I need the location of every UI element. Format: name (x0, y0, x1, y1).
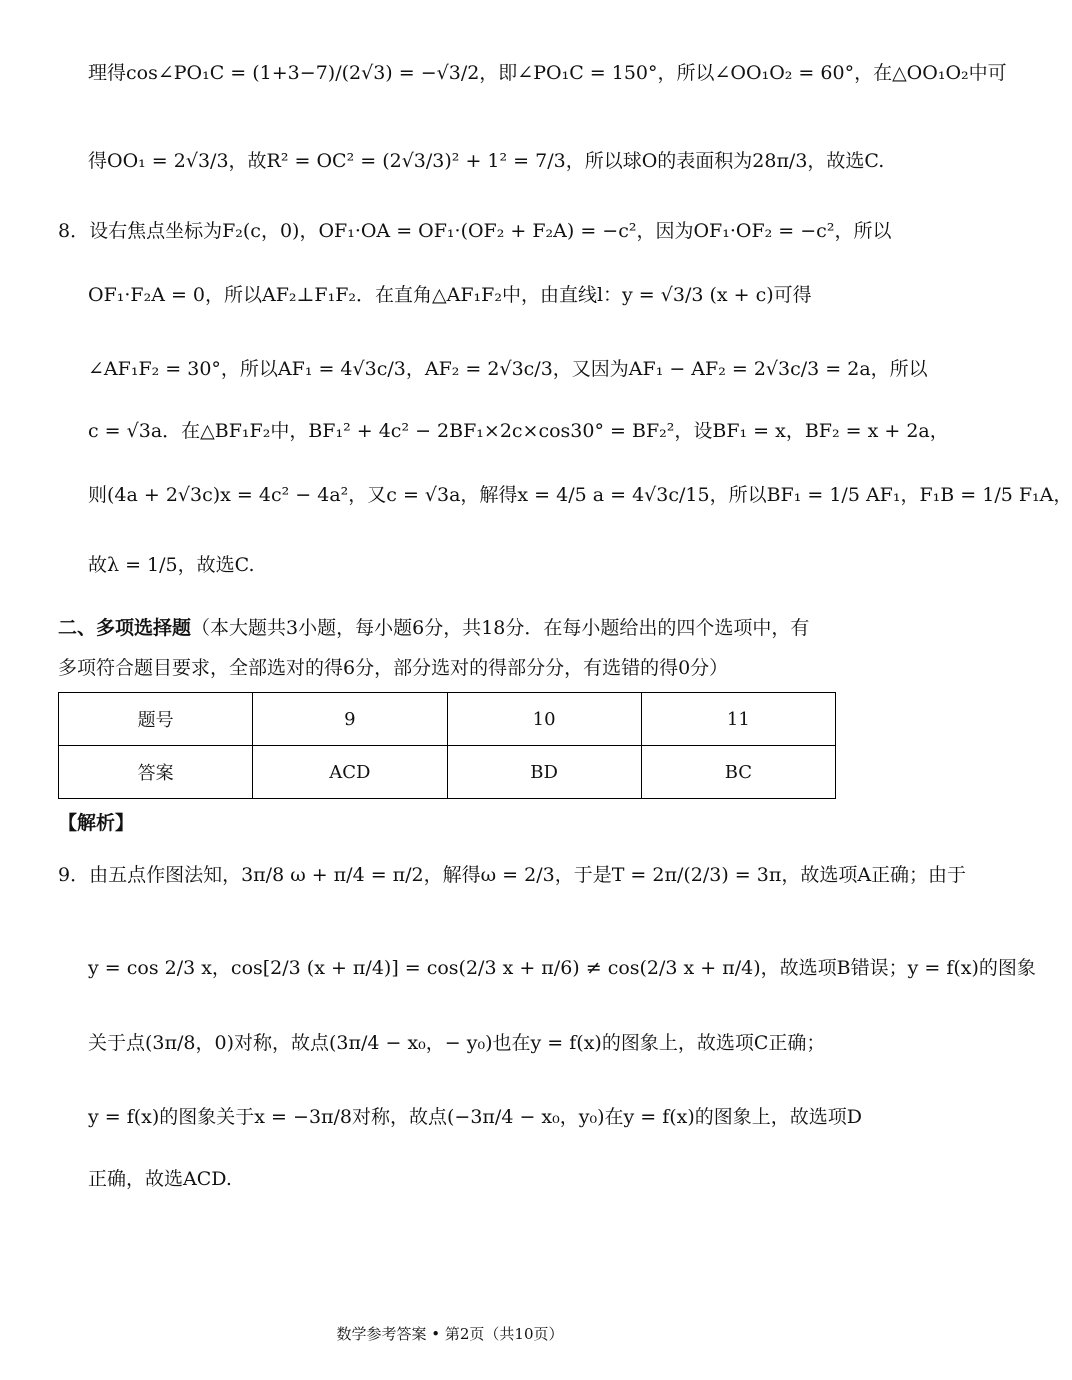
table-row (59, 746, 836, 799)
solution-line: y = f(x)的图象关于x = −3π/8对称，故点(−3π/4 − x₀，y₀)在y = f(x)的图象上，故选项D (88, 1106, 863, 1128)
section-desc-cont: 多项符合题目要求，全部选对的得6分，部分选对的得部分分，有选错的得0分） (58, 657, 729, 679)
table-cell: ACD (253, 746, 447, 799)
solution-line: OF₁·F₂A = 0，所以AF₂⊥F₁F₂．在直角△AF₁F₂中，由直线l：y = √3/3 (x + c)可得 (88, 284, 812, 306)
table-row (59, 693, 836, 746)
table-cell: 10 (447, 693, 641, 746)
solution-line: 则(4a + 2√3c)x = 4c² − 4a²，又c = √3a，解得x = 4/5 a = 4√3c/15，所以BF₁ = 1/5 AF₁，F₁B = 1/5 F₁A， (88, 484, 1072, 506)
answer-table (58, 692, 836, 799)
table-cell: BC (641, 746, 835, 799)
solution-line: 关于点(3π/8，0)对称，故点(3π/4 − x₀，− y₀)也在y = f(x)的图象上，故选项C正确； (88, 1032, 826, 1054)
solution-line: 正确，故选ACD. (88, 1168, 232, 1190)
solution-line: 8．设右焦点坐标为F₂(c，0)，OF₁·OA = OF₁·(OF₂ + F₂A) = −c²，因为OF₁·OF₂ = −c²，所以 (58, 220, 892, 242)
table-cell: 11 (641, 693, 835, 746)
table-cell: BD (447, 746, 641, 799)
section-desc: （本大题共3小题，每小题6分，共18分．在每小题给出的四个选项中，有 (191, 617, 810, 639)
solution-line: 故λ = 1/5，故选C. (88, 554, 255, 576)
section-title: 二、多项选择题 (58, 617, 192, 639)
table-header-cell: 答案 (59, 746, 253, 799)
solution-line: 理得cos∠PO₁C = (1+3−7)/(2√3) = −√3/2，即∠PO₁C = 150°，所以∠OO₁O₂ = 60°，在△OO₁O₂中可 (88, 62, 1007, 84)
analysis-label: 【解析】 (58, 812, 135, 834)
section-heading (58, 608, 848, 688)
table-header-cell: 题号 (59, 693, 253, 746)
solution-line: 得OO₁ = 2√3/3，故R² = OC² = (2√3/3)² + 1² = 7/3，所以球O的表面积为28π/3，故选C. (88, 150, 885, 172)
solution-line: y = cos 2/3 x，cos[2/3 (x + π/4)] = cos(2/3 x + π/6) ≠ cos(2/3 x + π/4)，故选项B错误；y = f(x)的图象 (88, 957, 1036, 979)
table-cell: 9 (253, 693, 447, 746)
page-footer: 数学参考答案 • 第2页（共10页） (336, 1325, 564, 1343)
solution-line: 9．由五点作图法知，3π/8 ω + π/4 = π/2，解得ω = 2/3，于是T = 2π/(2/3) = 3π，故选项A正确；由于 (58, 864, 967, 886)
solution-line: c = √3a．在△BF₁F₂中，BF₁² + 4c² − 2BF₁×2c×cos30° = BF₂²，设BF₁ = x，BF₂ = x + 2a， (88, 420, 949, 442)
solution-line: ∠AF₁F₂ = 30°，所以AF₁ = 4√3c/3，AF₂ = 2√3c/3，又因为AF₁ − AF₂ = 2√3c/3 = 2a，所以 (88, 358, 928, 380)
